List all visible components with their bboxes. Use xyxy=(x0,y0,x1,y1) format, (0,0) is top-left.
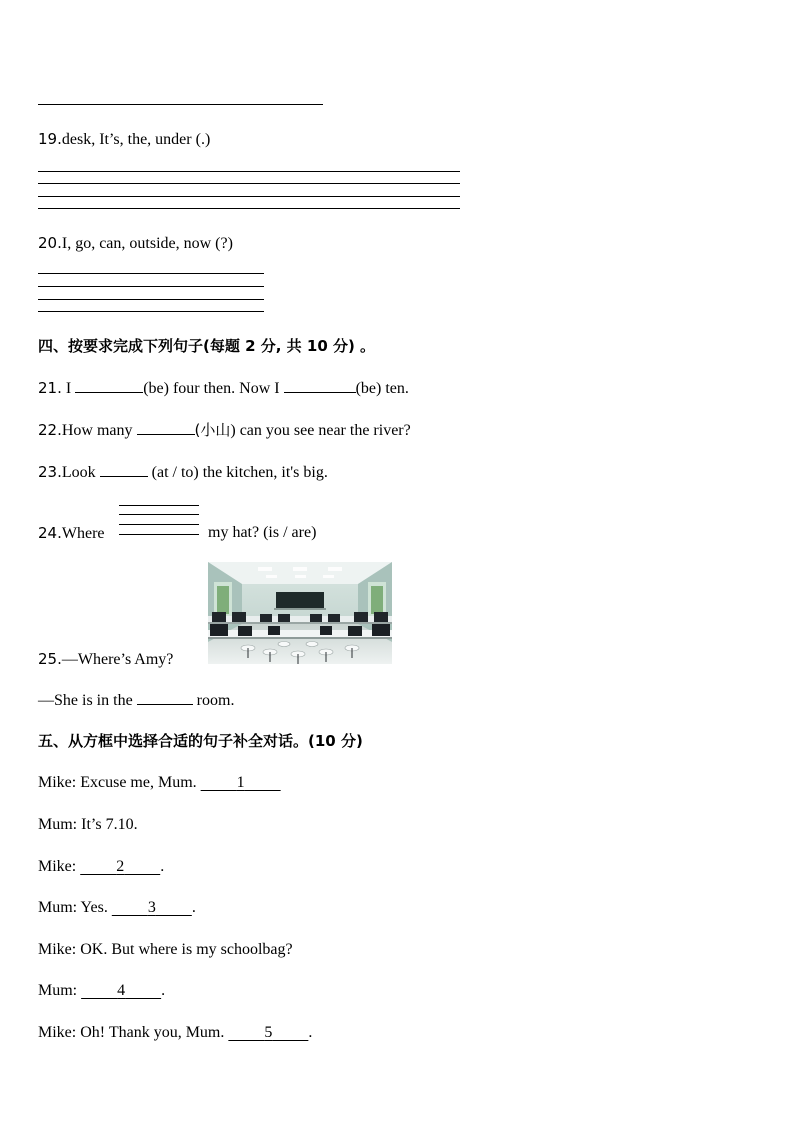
dialogue-line: Mike: Oh! Thank you, Mum. 5 . xyxy=(38,1024,313,1041)
dialogue-line: Mum: Yes. 3 . xyxy=(38,899,196,916)
section-4-title: 四、按要求完成下列句子(每题 2 分, 共 10 分) 。 xyxy=(38,337,376,355)
chinese-hint: (小山 xyxy=(194,421,231,439)
question-number: 19. xyxy=(38,130,62,148)
question-19 xyxy=(38,129,210,150)
question-25-answer: —She is in the room. xyxy=(38,692,235,709)
blank-25[interactable] xyxy=(137,690,193,705)
dialogue-blank-4[interactable]: 4 xyxy=(117,982,126,999)
question-24-end: my hat? (is / are) xyxy=(208,524,317,541)
dialogue-line: Mum: It’s 7.10. xyxy=(38,816,138,833)
dialogue-line: Mike: OK. But where is my schoolbag? xyxy=(38,941,293,958)
dialogue-blank-2[interactable]: 2 xyxy=(116,858,125,875)
blank-21b[interactable] xyxy=(284,378,356,393)
section-5-title: 五、从方框中选择合适的句子补全对话。(10 分) xyxy=(38,732,363,750)
question-number: 20. xyxy=(38,234,62,252)
question-20 xyxy=(38,233,233,254)
blank-22[interactable] xyxy=(137,420,195,435)
blank-21a[interactable] xyxy=(75,378,143,393)
dialogue-blank-3[interactable]: 3 xyxy=(147,899,156,916)
dialogue-line: Mum: 4 . xyxy=(38,982,166,999)
blank-23[interactable] xyxy=(100,462,148,477)
question-23: 23.Look (at / to) the kitchen, it's big. xyxy=(38,463,328,481)
question-text: desk, It’s, the, under (.) xyxy=(61,131,211,148)
dialogue-line: Mike: Excuse me, Mum. 1 xyxy=(38,773,281,793)
question-24: 24.Where xyxy=(38,524,105,542)
question-25: 25.—Where’s Amy? xyxy=(38,650,174,668)
dialogue-line: Mike: 2 . xyxy=(38,858,165,875)
dialogue-blank-1[interactable]: 1 xyxy=(236,774,245,791)
question-text: I, go, can, outside, now (?) xyxy=(61,235,233,252)
dialogue-blank-5[interactable]: 5 xyxy=(264,1024,273,1041)
computer-room-photo xyxy=(208,562,392,664)
question-22: 22.How many (小山) can you see near the river? xyxy=(38,421,411,439)
question-21: 21. I (be) four then. Now I (be) ten. xyxy=(38,379,409,397)
answer-line xyxy=(38,104,323,105)
